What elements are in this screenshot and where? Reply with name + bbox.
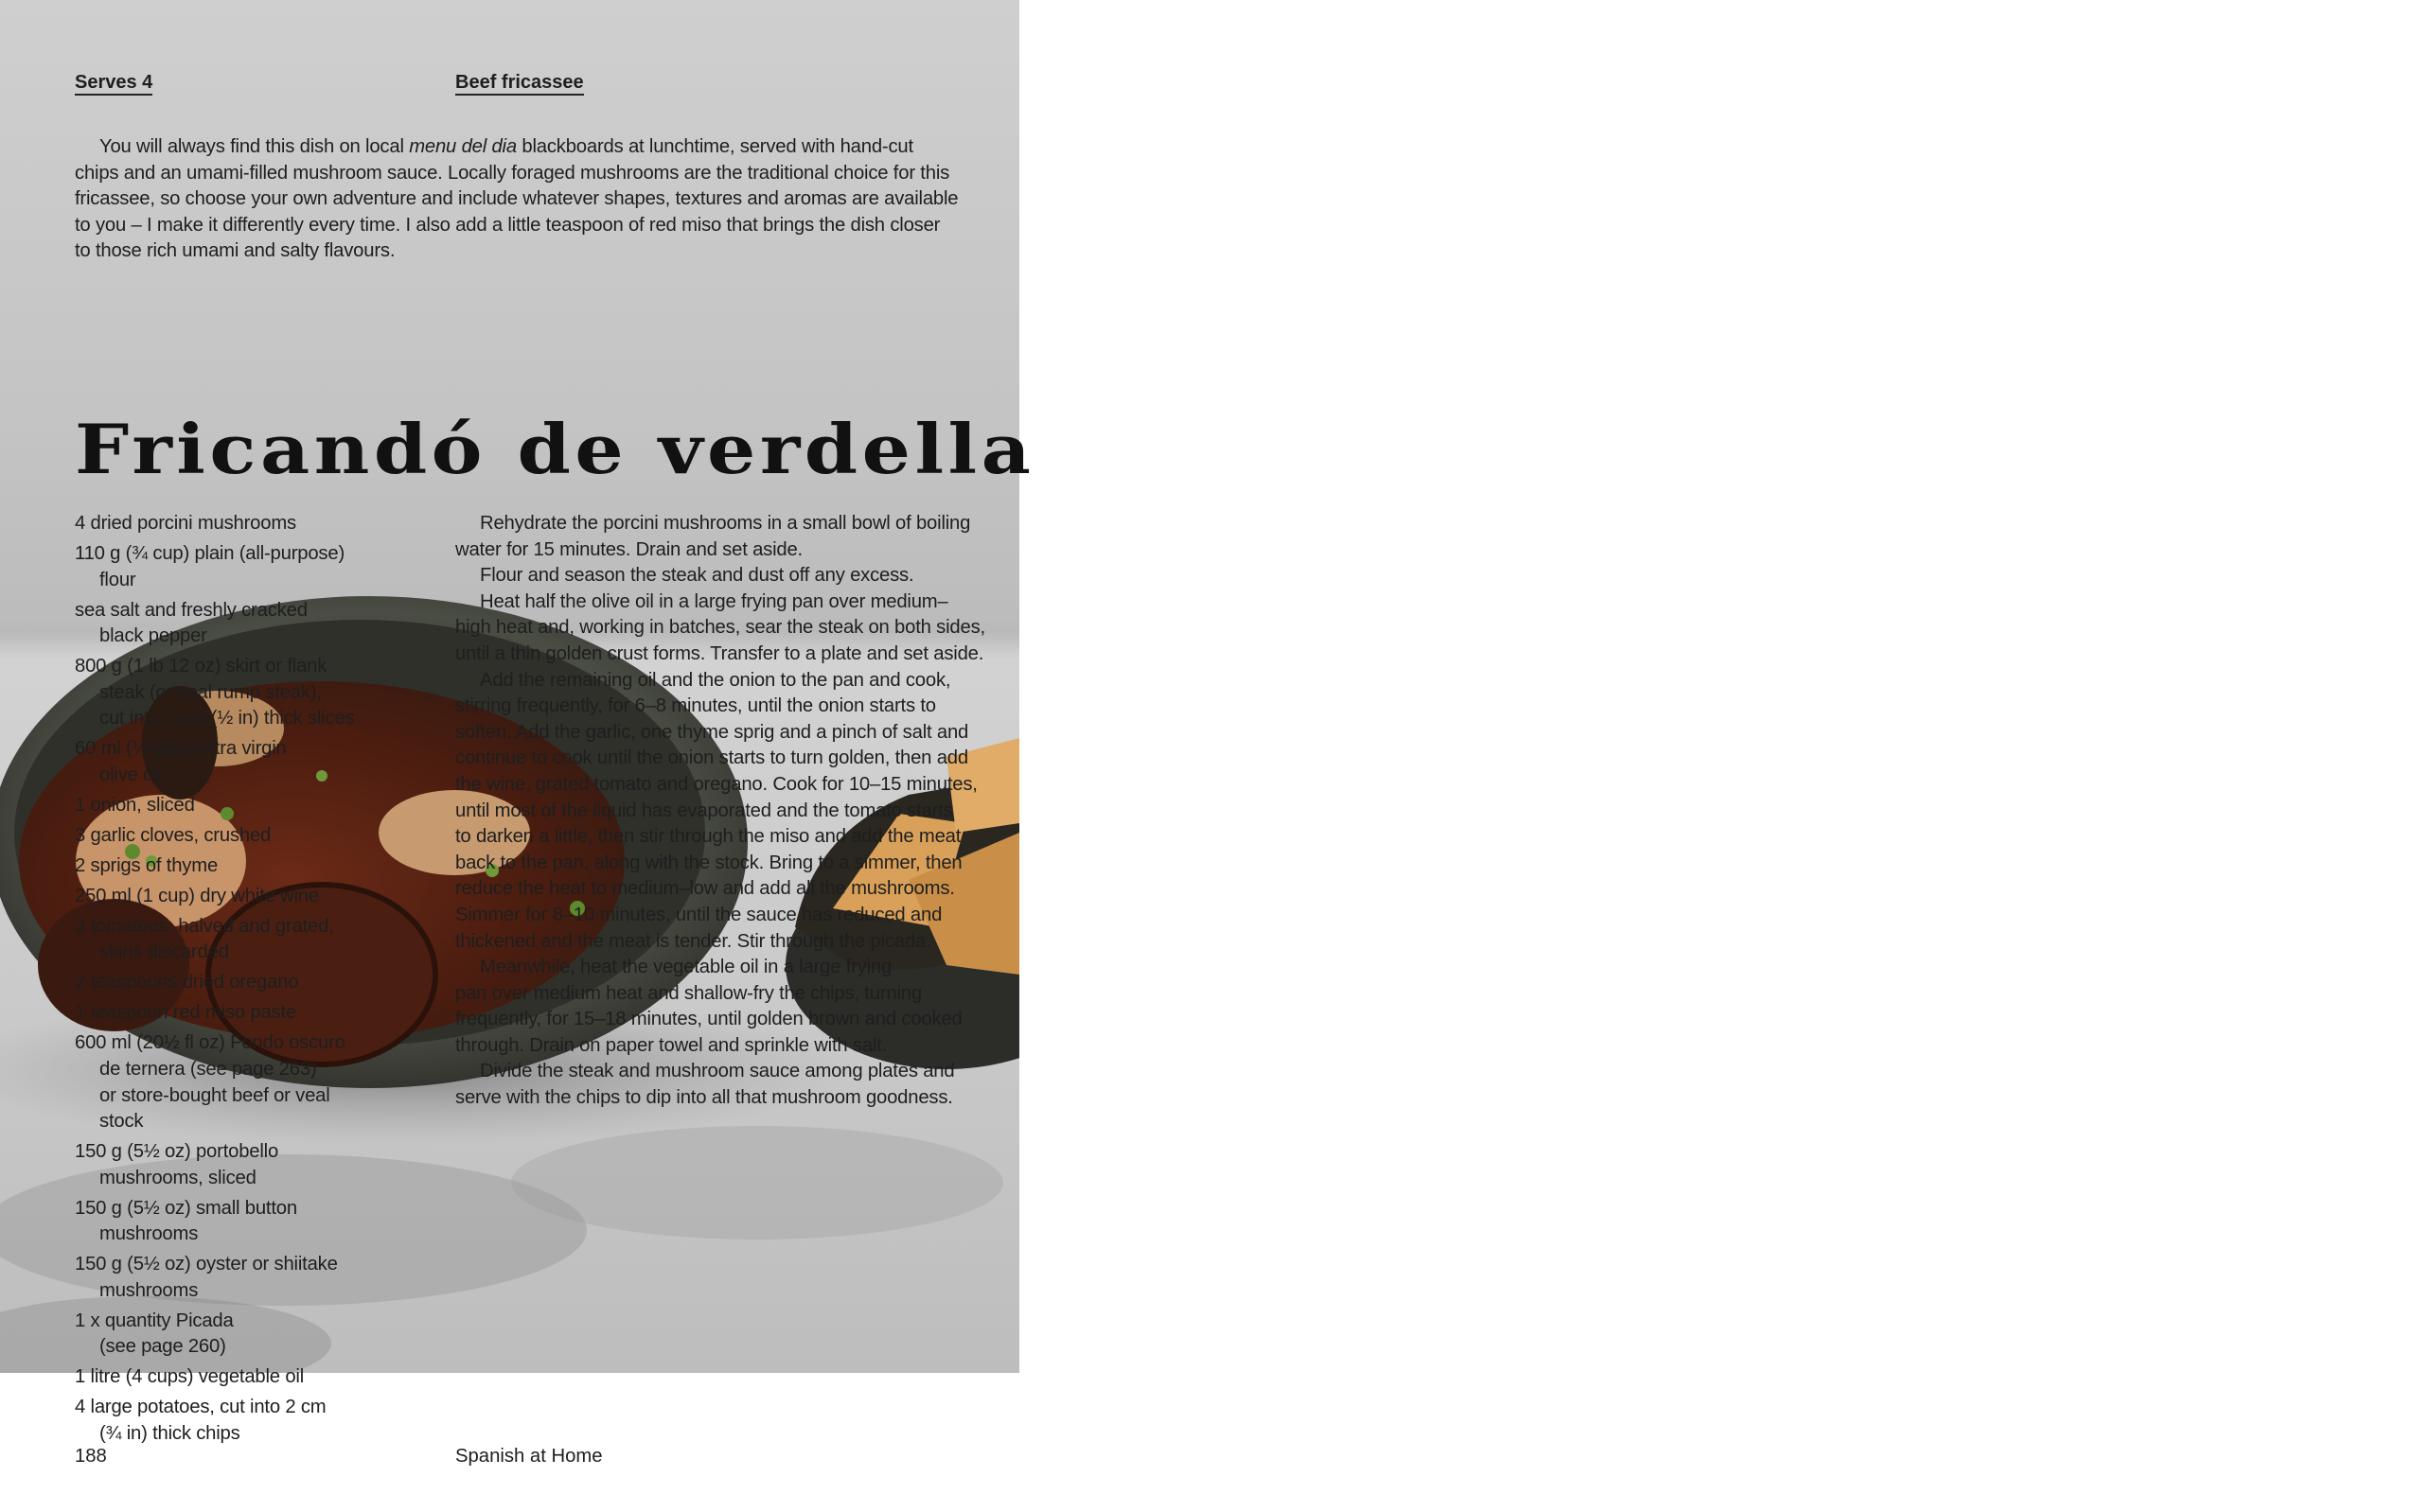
ingredient-line: 2 sprigs of thyme xyxy=(75,854,219,876)
intro-line xyxy=(75,161,958,187)
ingredient-line: (¾ in) thick chips xyxy=(99,1423,240,1445)
ingredient-line: steak (or veal rump steak), xyxy=(99,681,322,703)
ingredient-item xyxy=(75,736,355,788)
ingredient-line: 150 g (5½ oz) oyster or shiitake xyxy=(75,1254,338,1275)
method-paragraph xyxy=(455,511,985,563)
method-line: continue to cook until the onion starts to turn golden, then add xyxy=(455,747,968,769)
method-line: to darken a little, then stir through the miso and add the meat xyxy=(455,826,962,848)
ingredient-line: 150 g (5½ oz) small button xyxy=(75,1197,297,1219)
serves-label: Serves 4 xyxy=(75,72,152,96)
method-line: stirring frequently, for 6–8 minutes, until the onion starts to xyxy=(455,695,936,717)
ingredient-item xyxy=(75,511,355,537)
ingredient-item xyxy=(75,884,355,910)
intro-text: You will always find this dish on local xyxy=(99,136,410,157)
ingredient-item xyxy=(75,1364,355,1391)
ingredient-item xyxy=(75,1030,355,1134)
ingredient-item xyxy=(75,1196,355,1248)
ingredient-line: 250 ml (1 cup) dry white wine xyxy=(75,885,319,906)
ingredient-line: 4 large potatoes, cut into 2 cm xyxy=(75,1397,327,1418)
ingredient-line: 3 tomatoes, halved and grated, xyxy=(75,915,334,937)
english-title: Beef fricassee xyxy=(455,72,584,96)
method-line: thickened and the meat is tender. Stir through the picada. xyxy=(455,930,931,952)
intro-text: chips and an umami-filled mushroom sauce. Locally foraged mushrooms are the traditional choice for this xyxy=(75,162,950,184)
ingredient-item xyxy=(75,970,355,996)
method-line: Meanwhile, heat the vegetable oil in a large frying xyxy=(480,957,893,978)
method-line: water for 15 minutes. Drain and set aside. xyxy=(455,538,803,560)
ingredient-item xyxy=(75,1252,355,1304)
method-line: until a thin golden crust forms. Transfer to a plate and set aside. xyxy=(455,642,984,664)
ingredient-item xyxy=(75,1139,355,1191)
ingredient-line: mushrooms xyxy=(99,1279,199,1301)
ingredient-line: 150 g (5½ oz) portobello xyxy=(75,1141,279,1163)
ingredient-item xyxy=(75,823,355,850)
ingredient-line: stock xyxy=(99,1111,144,1133)
method-line: until most of the liquid has evaporated and the tomato starts xyxy=(455,800,953,821)
ingredient-line: or store-bought beef or veal xyxy=(99,1084,330,1106)
ingredient-line: 1 teaspoon red miso paste xyxy=(75,1002,297,1024)
ingredient-line: 4 dried porcini mushrooms xyxy=(75,513,296,534)
page-number: 188 xyxy=(75,1446,107,1467)
method-line: serve with the chips to dip into all that mushroom goodness. xyxy=(455,1087,953,1109)
method-line: high heat and, working in batches, sear the steak on both sides, xyxy=(455,617,985,639)
recipe-title: Fricandó de verdella xyxy=(75,409,1035,489)
intro-text: fricassee, so choose your own adventure and include whatever shapes, textures and aromas are available xyxy=(75,188,959,210)
ingredient-line: 3 garlic cloves, crushed xyxy=(75,824,272,846)
ingredient-line: 60 ml (¼ cup) extra virgin xyxy=(75,738,287,760)
ingredient-line: mushrooms, sliced xyxy=(99,1167,256,1188)
ingredient-line: 600 ml (20½ fl oz) Fondo oscuro xyxy=(75,1032,345,1054)
method-line: Simmer for 8–10 minutes, until the sauce has reduced and xyxy=(455,904,943,925)
ingredient-item xyxy=(75,654,355,732)
method-line: Rehydrate the porcini mushrooms in a small bowl of boiling xyxy=(480,513,971,534)
method-paragraph xyxy=(455,589,985,668)
method-line: pan over medium heat and shallow-fry the chips, turning xyxy=(455,982,922,1004)
ingredient-line: 110 g (¾ cup) plain (all-purpose) xyxy=(75,542,345,564)
intro-line xyxy=(75,238,958,265)
ingredient-item xyxy=(75,914,355,966)
ingredient-item xyxy=(75,1000,355,1027)
intro-line xyxy=(75,134,958,161)
ingredient-item xyxy=(75,1395,355,1447)
method-line: Divide the steak and mushroom sauce among plates and xyxy=(480,1061,955,1082)
ingredient-line: 800 g (1 lb 12 oz) skirt or flank xyxy=(75,656,327,677)
method-line: frequently, for 15–18 minutes, until golden brown and cooked xyxy=(455,1009,963,1030)
method-paragraph xyxy=(455,1059,985,1111)
ingredient-line: cut into 1 cm (½ in) thick slices xyxy=(99,708,355,730)
ingredient-line: sea salt and freshly cracked xyxy=(75,599,308,621)
intro-text: blackboards at lunchtime, served with hand-cut xyxy=(516,136,913,157)
ingredient-line: (see page 260) xyxy=(99,1336,226,1358)
ingredient-item xyxy=(75,1309,355,1361)
ingredient-line: 1 x quantity Picada xyxy=(75,1310,234,1331)
ingredient-item xyxy=(75,541,355,593)
method-line: the wine, grated tomato and oregano. Cook for 10–15 minutes, xyxy=(455,773,978,795)
method-paragraph xyxy=(455,563,985,589)
ingredient-line: 2 teaspoons dried oregano xyxy=(75,972,299,993)
ingredient-item xyxy=(75,793,355,819)
ingredients-list xyxy=(75,511,355,1451)
ingredient-line: skins discarded xyxy=(99,941,229,963)
ingredient-item xyxy=(75,598,355,650)
ingredient-line: de ternera (see page 263) xyxy=(99,1058,317,1080)
intro-paragraph xyxy=(75,134,958,265)
method-line: soften. Add the garlic, one thyme sprig and a pinch of salt and xyxy=(455,721,969,743)
intro-text: to those rich umami and salty flavours. xyxy=(75,240,396,262)
intro-line xyxy=(75,186,958,213)
ingredient-line: 1 litre (4 cups) vegetable oil xyxy=(75,1366,305,1388)
method-line: Flour and season the steak and dust off any excess. xyxy=(480,565,914,587)
method-paragraph xyxy=(455,955,985,1059)
method-line: reduce the heat to medium–low and add all the mushrooms. xyxy=(455,878,955,900)
ingredient-line: flour xyxy=(99,569,136,590)
book-title: Spanish at Home xyxy=(455,1446,603,1467)
intro-text: to you – I make it differently every time. I also add a little teaspoon of red miso that brings the dish closer xyxy=(75,214,941,236)
ingredient-item xyxy=(75,853,355,880)
ingredient-line: 1 onion, sliced xyxy=(75,794,195,816)
method-line: through. Drain on paper towel and sprinkle with salt. xyxy=(455,1034,888,1056)
intro-line xyxy=(75,213,958,239)
ingredient-line: olive oil xyxy=(99,764,162,785)
ingredient-line: mushrooms xyxy=(99,1223,199,1245)
intro-italic-text: menu del dia xyxy=(409,136,517,157)
method-line: Add the remaining oil and the onion to the pan and cook, xyxy=(480,669,951,691)
method-line: back to the pan, along with the stock. Bring to a simmer, then xyxy=(455,852,963,873)
method-line: Heat half the olive oil in a large frying pan over medium– xyxy=(480,590,948,612)
ingredient-line: black pepper xyxy=(99,625,207,647)
method-steps xyxy=(455,511,985,1112)
method-paragraph xyxy=(455,668,985,956)
